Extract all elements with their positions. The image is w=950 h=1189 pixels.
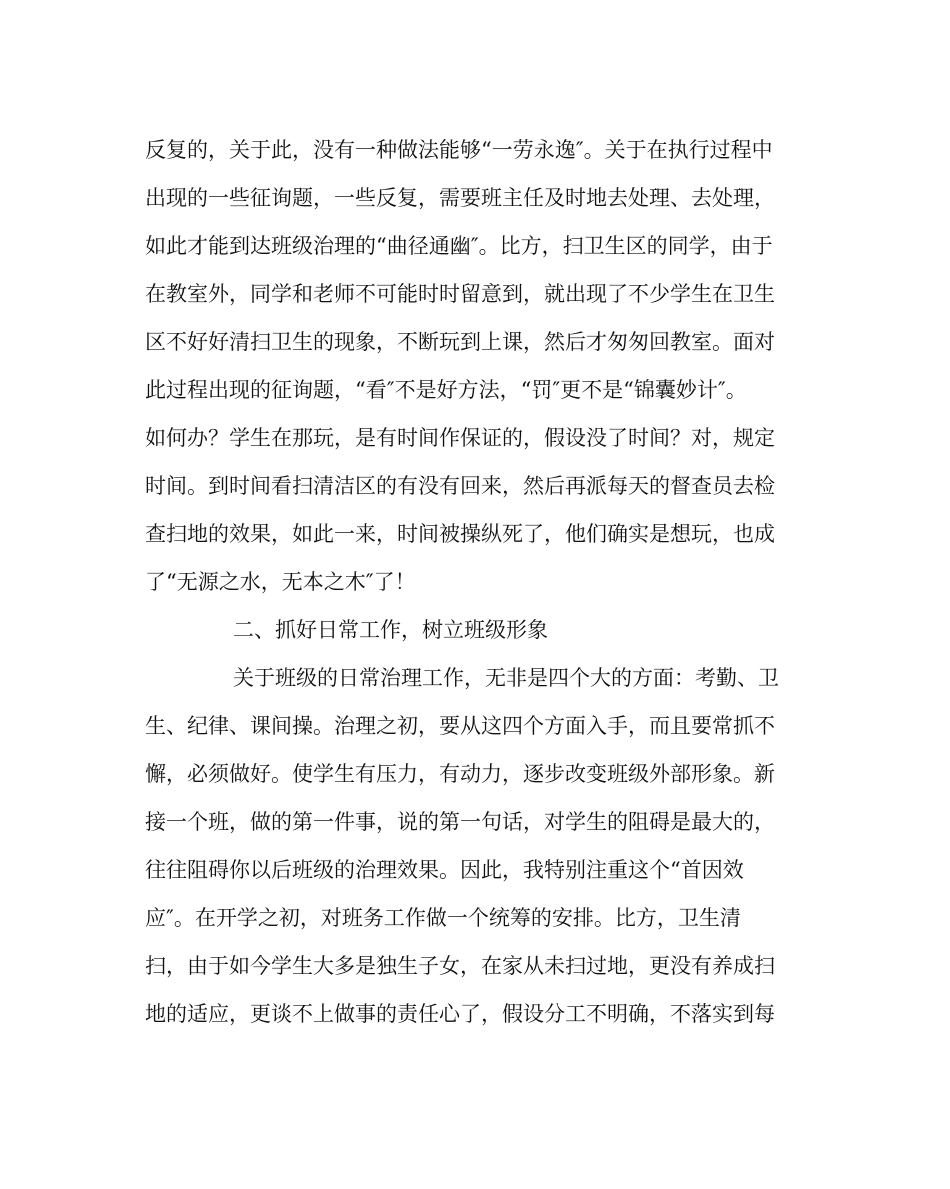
text-line: 扫，由于如今学生大多是独生子女，在家从未扫过地，更没有养成扫: [145, 954, 775, 978]
text-line: 如此才能到达班级治理的“曲径通幽″。比方，扫卫生区的同学，由于: [145, 234, 773, 258]
text-line: 此过程出现的征询题，“看″不是好方法，“罚″更不是“锦囊妙计″。: [145, 378, 747, 402]
text-line: 区不好好清扫卫生的现象，不断玩到上课，然后才匆匆回教室。面对: [145, 330, 775, 354]
text-line: 了“无源之水，无本之木″了！: [145, 570, 416, 594]
text-line: 如何办？学生在那玩，是有时间作保证的，假设没了时间？对，规定: [145, 426, 775, 450]
text-line: 时间。到时间看扫清洁区的有没有回来，然后再派每天的督查员去检: [145, 474, 775, 498]
text-line: 反复的，关于此，没有一种做法能够“一劳永逸″。关于在执行过程中: [145, 138, 773, 162]
text-line: 查扫地的效果，如此一来，时间被操纵死了，他们确实是想玩，也成: [145, 522, 775, 546]
text-line: 接一个班，做的第一件事，说的第一句话，对学生的阻碍是最大的，: [145, 810, 775, 834]
text-line: 出现的一些征询题，一些反复，需要班主任及时地去处理、去处理，: [145, 186, 775, 210]
section-heading: 二、抓好日常工作，树立班级形象: [233, 618, 548, 642]
text-line: 往往阻碍你以后班级的治理效果。因此，我特别注重这个“首因效: [145, 858, 744, 882]
text-line: 懈，必须做好。使学生有压力，有动力，逐步改变班级外部形象。新: [145, 762, 775, 786]
body-text: [145, 126, 825, 1038]
text-line: 地的适应，更谈不上做事的责任心了，假设分工不明确，不落实到每: [145, 1002, 775, 1026]
text-line: 应″。在开学之初，对班务工作做一个统筹的安排。比方，卫生清: [145, 906, 741, 930]
text-line: 关于班级的日常治理工作，无非是四个大的方面：考勤、卫: [233, 666, 779, 690]
text-line: 在教室外，同学和老师不可能时时留意到，就出现了不少学生在卫生: [145, 282, 775, 306]
text-line: 生、纪律、课间操。治理之初，要从这四个方面入手，而且要常抓不: [145, 714, 775, 738]
